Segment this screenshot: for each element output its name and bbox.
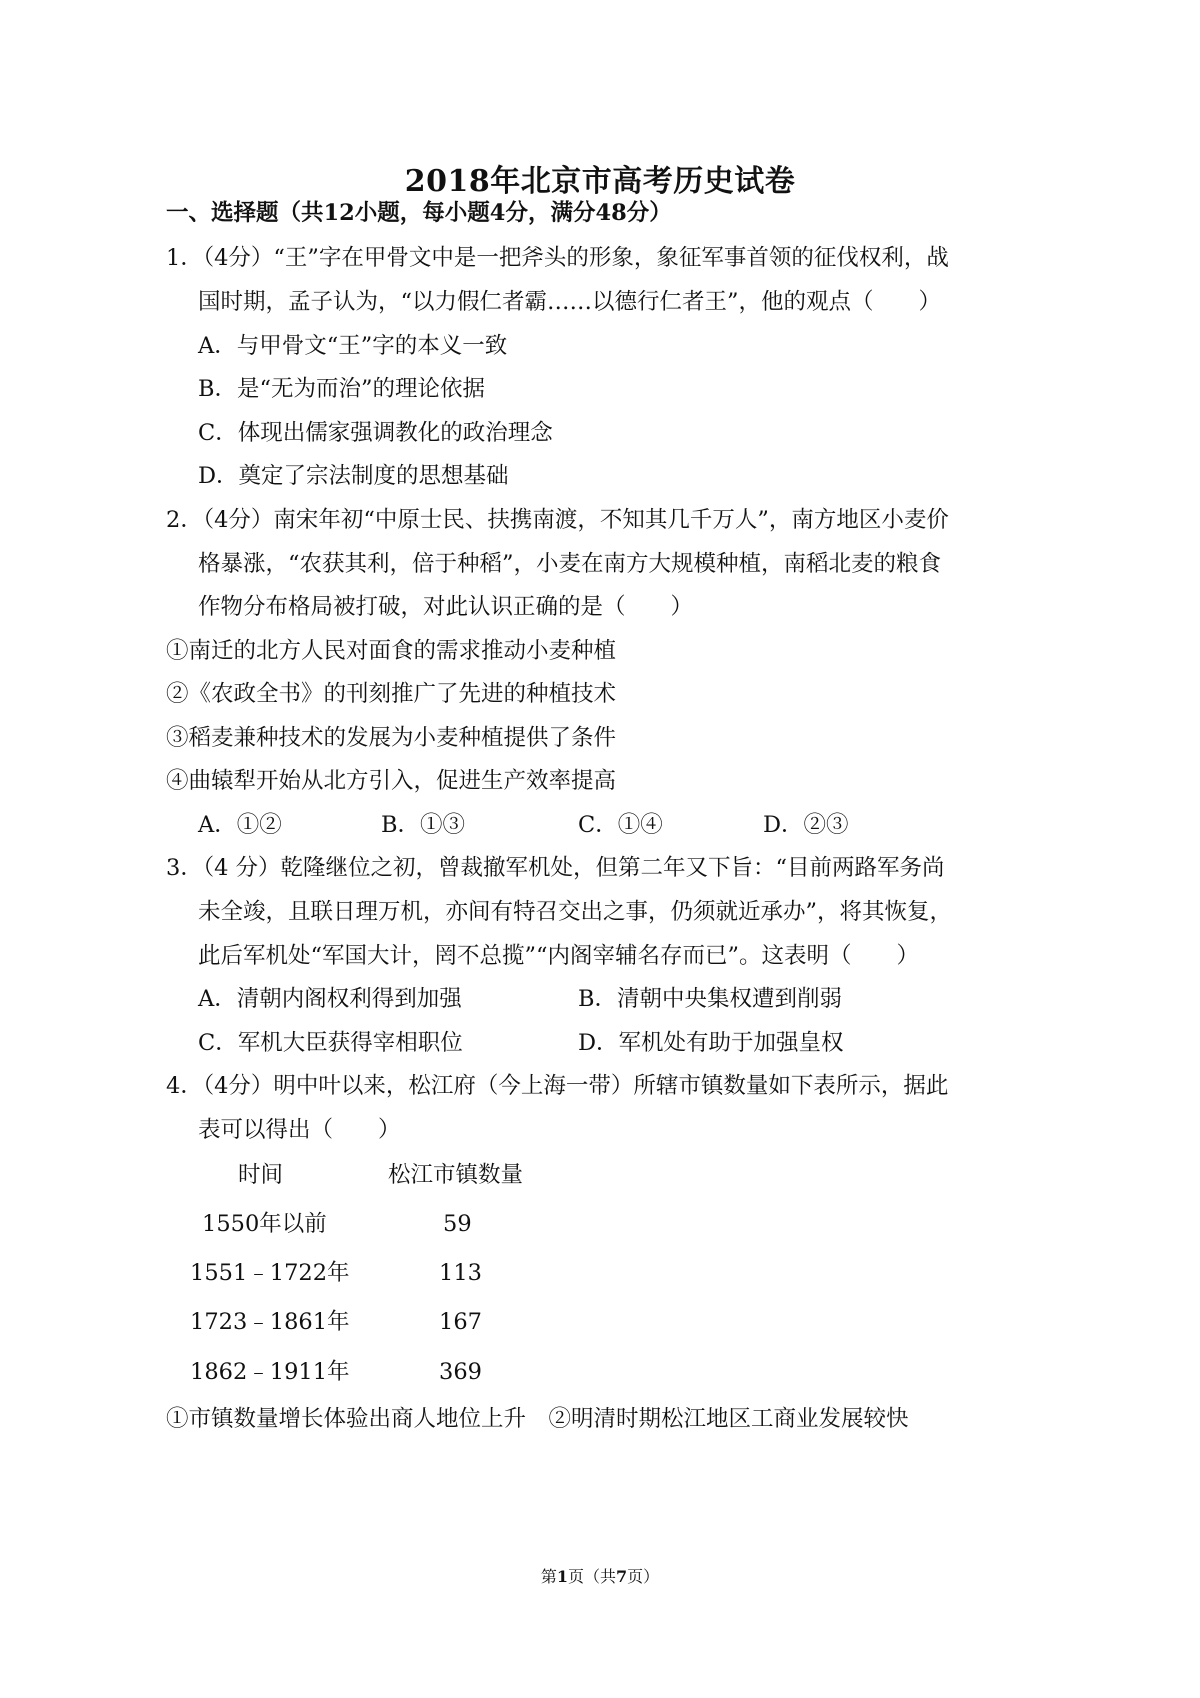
question-4-line-1: 4．（4分）明中叶以来，松江府（今上海一带）所辖市镇数量如下表所示，据此: [166, 1073, 949, 1099]
table-row-1-count: 59: [443, 1211, 472, 1237]
section-heading: 一、选择题（共12小题，每小题4分，满分48分）: [166, 200, 672, 226]
question-1-line-1: 1．（4分）“王”字在甲骨文中是一把斧头的形象，象征军事首领的征伐权利，战: [166, 245, 949, 271]
question-2-option-d: D．②③: [763, 812, 849, 838]
page-title: 2018年北京市高考历史试卷: [404, 164, 796, 199]
question-2-line-2: 格暴涨，“农获其利，倍于种稻”，小麦在南方大规模种植，南稻北麦的粮食: [198, 551, 942, 577]
question-4-line-2: 表可以得出（ ）: [198, 1117, 401, 1143]
footer-prefix: 第: [540, 1567, 557, 1586]
footer-middle: 页（共: [567, 1567, 616, 1586]
question-2-option-a: A．①②: [198, 812, 282, 838]
question-2-statement-1: ①南迁的北方人民对面食的需求推动小麦种植: [166, 638, 617, 664]
question-2-statement-2: ②《农政全书》的刊刻推广了先进的种植技术: [166, 681, 617, 707]
question-3-line-3: 此后军机处“军国大计，罔不总揽”“内阁宰辅名存而已”。这表明（ ）: [198, 943, 920, 969]
question-2-statement-3: ③稻麦兼种技术的发展为小麦种植提供了条件: [166, 725, 617, 751]
question-2-option-c: C．①④: [578, 812, 663, 838]
question-3-option-c: C．军机大臣获得宰相职位: [198, 1030, 463, 1056]
question-3-line-1: 3．（4 分）乾隆继位之初，曾裁撤军机处，但第二年又下旨：“目前两路军务尚: [166, 855, 945, 881]
footer-suffix: 页）: [627, 1567, 660, 1586]
question-1-option-b: B．是“无为而治”的理论依据: [198, 376, 486, 402]
question-1-option-a: A．与甲骨文“王”字的本义一致: [198, 333, 508, 359]
question-2-statement-4: ④曲辕犁开始从北方引入，促进生产效率提高: [166, 768, 617, 794]
question-1-option-c: C．体现出儒家强调教化的政治理念: [198, 420, 553, 446]
question-3-option-b: B．清朝中央集权遭到削弱: [578, 986, 843, 1012]
table-row-1-time: 1550年以前: [202, 1211, 327, 1237]
footer-total-pages: 7: [616, 1567, 628, 1586]
question-2-option-b: B．①③: [381, 812, 466, 838]
page-footer: [0, 1564, 1200, 1587]
question-1-option-d: D．奠定了宗法制度的思想基础: [198, 463, 509, 489]
question-2-line-3: 作物分布格局被打破，对此认识正确的是（ ）: [198, 594, 694, 620]
question-3-option-d: D．军机处有助于加强皇权: [578, 1030, 844, 1056]
question-1-line-2: 国时期，孟子认为，“以力假仁者霸……以德行仁者王”，他的观点（ ）: [198, 289, 942, 315]
footer-page-number: 1: [556, 1567, 568, 1586]
table-row-2-time: 1551﹣1722年: [190, 1260, 350, 1286]
question-3-option-a: A．清朝内阁权利得到加强: [198, 986, 462, 1012]
table-header-time: 时间: [238, 1162, 284, 1188]
table-row-3-time: 1723﹣1861年: [190, 1309, 350, 1335]
question-3-line-2: 未全竣，且联日理万机，亦间有特召交出之事，仍须就近承办”，将其恢复，: [198, 899, 953, 925]
table-row-3-count: 167: [439, 1309, 482, 1335]
question-2-line-1: 2．（4分）南宋年初“中原士民、扶携南渡，不知其几千万人”，南方地区小麦价: [166, 507, 949, 533]
table-row-4-time: 1862﹣1911年: [190, 1359, 350, 1385]
table-header-count: 松江市镇数量: [388, 1162, 524, 1188]
table-row-4-count: 369: [439, 1359, 482, 1385]
question-4-statements: ①市镇数量增长体验出商人地位上升 ②明清时期松江地区工商业发展较快: [166, 1406, 909, 1432]
table-row-2-count: 113: [439, 1260, 482, 1286]
